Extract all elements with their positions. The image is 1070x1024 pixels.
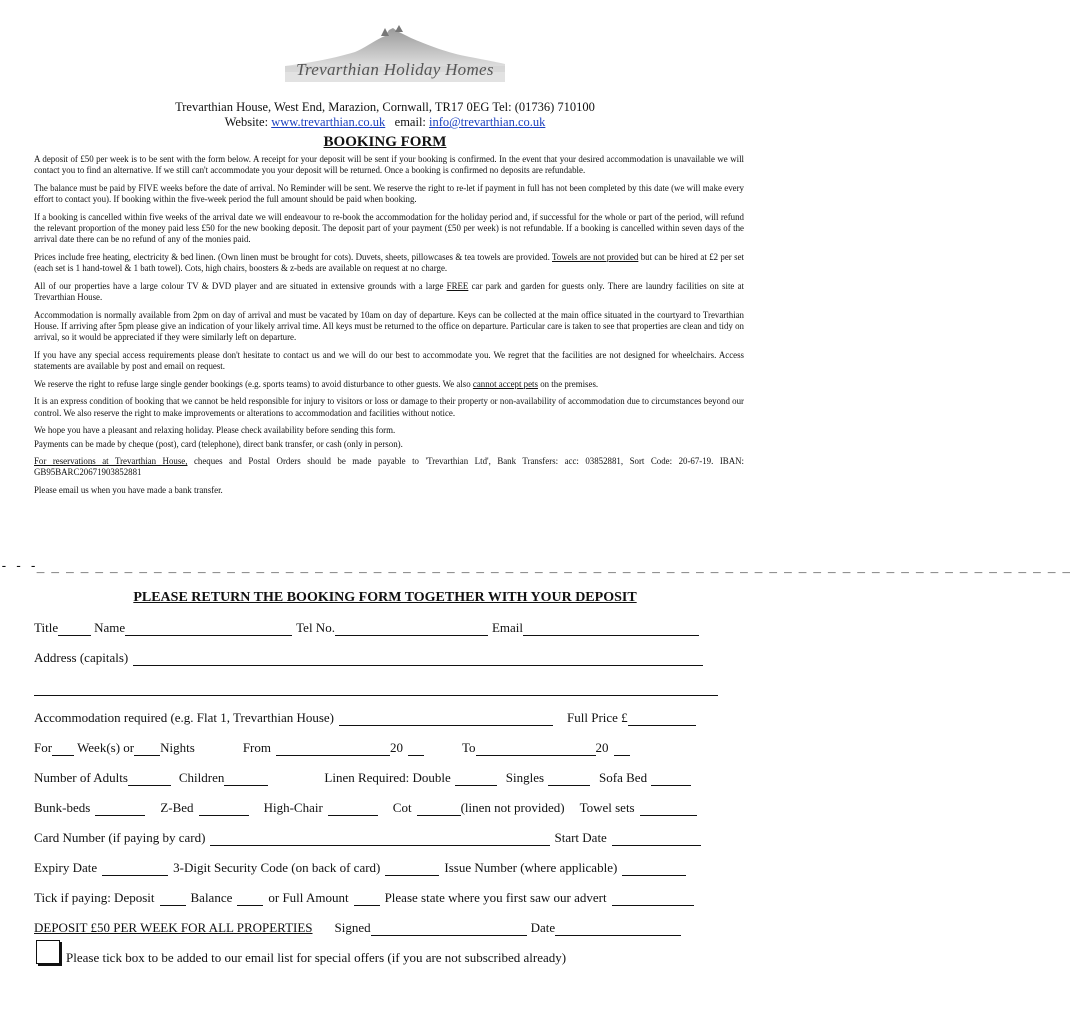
form-row-signature [34,918,722,936]
tel-field[interactable] [335,622,488,636]
form-row-guests [34,768,722,786]
from-year-prefix: 20 [389,740,403,755]
to-label: To [461,740,476,755]
weeks-field[interactable] [52,742,74,756]
sofa-bed-field[interactable] [651,772,691,786]
terms-section [34,154,744,503]
start-date-field[interactable] [612,832,701,846]
full-price-field[interactable] [628,712,696,726]
text-fragment: cheques and Postal Orders should be made payable to 'Trevarthian Ltd', Bank Transfers: acc: 03852881, Sort Code: 20-67-19. IBAN: GB95BARC20671903852881 [34,456,744,478]
terms-access: If you have any special access requirements please don't hesitate to contact us and we will do our best to accommodate you. We regret that the facilities are not designed for wheelchairs. Access statements are available by post and email on request. [34,349,744,372]
email-label: email: [394,115,426,129]
form-row-dates [34,738,722,756]
address-field-2[interactable] [34,682,718,696]
tick-deposit-label: Tick if paying: Deposit [34,890,155,905]
linen-double-field[interactable] [455,772,497,786]
contact-line [0,115,770,130]
high-chair-label: High-Chair [263,800,323,815]
deposit-tick-field[interactable] [160,892,186,906]
advert-source-label: Please state where you first saw our advert [384,890,607,905]
z-bed-field[interactable] [199,802,249,816]
accommodation-label: Accommodation required (e.g. Flat 1, Trevarthian House) [34,710,335,725]
signed-label: Signed [334,920,371,935]
weeks-label: Week(s) or [77,740,135,755]
deposit-note: DEPOSIT £50 PER WEEK FOR ALL PROPERTIES [34,920,313,935]
logo-text: Trevarthian Holiday Homes [296,60,494,79]
nights-field[interactable] [134,742,160,756]
terms-liability: It is an express condition of booking that we cannot be held responsible for injury to visitors or loss or damage to their property or non-availability of accommodation due to circumstances beyond our control. We also reserve the right to make improvements or alterations to accommodation and facilities without notice. [34,396,744,418]
z-bed-label: Z-Bed [160,800,194,815]
text-fragment: Prices include free heating, electricity & bed linen. (Own linen must be brought for cots). Duvets, sheets, pillowcases & tea towels are provided. [34,251,553,262]
form-row-payment-type [34,888,722,906]
terms-groups [34,379,744,390]
adults-field[interactable] [128,772,171,786]
signature-date-field[interactable] [555,922,681,936]
form-row-email-list [66,948,726,966]
nights-label: Nights [160,740,195,755]
accommodation-field[interactable] [339,712,553,726]
form-row-extras [34,798,722,816]
linen-singles-field[interactable] [548,772,590,786]
cot-field[interactable] [417,802,461,816]
advert-source-field[interactable] [612,892,694,906]
terms-facilities [34,281,744,303]
high-chair-field[interactable] [328,802,378,816]
security-code-field[interactable] [385,862,439,876]
website-label: Website: [224,115,269,129]
towel-sets-field[interactable] [640,802,697,816]
issue-number-field[interactable] [622,862,686,876]
form-row-card [34,828,722,846]
full-price-label: Full Price £ [567,710,628,725]
singles-label: Singles [505,770,545,785]
terms-cancellation: If a booking is cancelled within five weeks of the arrival date we will endeavour to re-book the accommodation for the holiday period and, if successful for the whole or part of the period, will refund the relevant proportion of the money paid less £50 for the new booking deposit. The deposit part of your payment (£50 per week) is not refundable. If a booking is cancelled within seven days of the arrival date there can be no refund of any of the monies paid. [34,211,744,245]
email-label: Email [491,620,523,635]
address-field-1[interactable] [133,652,703,666]
name-label: Name [94,620,126,635]
text-fragment: on the premises. [537,378,599,389]
towels-note: Towels are not provided [552,251,639,262]
form-row-accommodation [34,708,722,726]
for-label: For [34,740,53,755]
full-amount-tick-field[interactable] [354,892,380,906]
title-field[interactable] [58,622,91,636]
sofa-bed-label: Sofa Bed [599,770,648,785]
business-address: Trevarthian House, West End, Marazion, Cornwall, TR17 0EG Tel: (01736) 710100 [175,100,595,114]
cut-line: - - -_ _ _ _ _ _ _ _ _ _ _ _ _ _ _ _ _ _ _ _ _ _ _ _ _ _ _ _ _ _ _ _ _ _ _ _ _ _ _ _ _ _ _ _ _ _ _ _ _ _ _ _ _ _ _ _ _ _ _ _ _ _ _ _ _ _ _ _ _ _ _ [0,559,1070,574]
terms-payments: Payments can be made by cheque (post), card (telephone), direct bank transfer, or cash (only in person). [34,438,403,449]
signature-field[interactable] [371,922,527,936]
adults-label: Number of Adults [34,770,128,785]
full-amount-label: or Full Amount [268,890,349,905]
bunk-beds-label: Bunk-beds [34,800,91,815]
text-fragment: car park and garden for guests only. There are laundry facilities on site at Trevarthian House. [34,280,745,303]
terms-prices [34,252,744,274]
security-code-label: 3-Digit Security Code (on back of card) [173,860,381,875]
pets-note: cannot accept pets [472,378,538,389]
children-label: Children [178,770,225,785]
terms-enjoy: We hope you have a pleasant and relaxing holiday. Please check availability before sending this form. [34,425,396,436]
free-note: FREE [446,280,469,291]
return-title: PLEASE RETURN THE BOOKING FORM TOGETHER WITH YOUR DEPOSIT [133,590,637,605]
children-field[interactable] [224,772,268,786]
cot-note: (linen not provided) [460,800,565,815]
email-link[interactable]: info@trevarthian.co.uk [429,115,546,129]
expiry-date-label: Expiry Date [34,860,98,875]
text-fragment: but can be hired at £2 per set (each set is 1 hand-towel & 1 bath towel). Cots, high chairs, boosters & z-beds are available on request at no charge. [34,251,744,274]
balance-tick-field[interactable] [237,892,263,906]
bunk-beds-field[interactable] [95,802,145,816]
to-year-prefix: 20 [595,740,609,755]
name-field[interactable] [125,622,292,636]
from-label: From [242,740,271,755]
start-date-label: Start Date [554,830,607,845]
form-row-address [34,648,722,666]
email-field[interactable] [523,622,699,636]
card-number-field[interactable] [210,832,550,846]
from-year-field[interactable] [408,742,424,756]
to-date-field[interactable] [476,742,596,756]
terms-transfer-email: Please email us when you have made a bank transfer. [34,485,223,496]
text-fragment: We reserve the right to refuse large single gender bookings (e.g. sports teams) to avoid disturbance to other guests. We also [34,378,473,389]
date-label: Date [530,920,556,935]
website-link[interactable]: www.trevarthian.co.uk [271,115,386,129]
terms-deposit: A deposit of £50 per week is to be sent with the form below. A receipt for your deposit will be sent if your booking is confirmed. In the event that your desired accommodation is unavailable we will contact you to find an alternative. If we still can't accommodate you your deposit will be returned. Once a booking is confirmed no deposits are refundable. [34,154,744,176]
form-row-address-2 [34,678,722,696]
email-list-label: Please tick box to be added to our email list for special offers (if you are not subscribed already) [66,950,567,965]
from-date-field[interactable] [276,742,390,756]
page-title: BOOKING FORM [323,134,447,150]
terms-reservations [34,456,744,478]
text-fragment: All of our properties have a large colour TV & DVD player and are situated in extensive grounds with a large [34,280,447,291]
tel-label: Tel No. [296,620,335,635]
balance-label: Balance [190,890,233,905]
terms-balance: The balance must be paid by FIVE weeks before the date of arrival. No Reminder will be sent. We reserve the right to re-let if payment in full has not been completed by this date (we will make every effort to contact you). If booking within the five-week period the full amount should be paid when booking. [34,182,744,205]
email-list-checkbox[interactable] [36,940,60,964]
to-year-field[interactable] [614,742,630,756]
cot-label: Cot [392,800,412,815]
expiry-date-field[interactable] [102,862,168,876]
form-row-contact [34,618,722,636]
towel-sets-label: Towel sets [579,800,635,815]
address-label: Address (capitals) [34,650,129,665]
title-label: Title [34,620,59,635]
issue-number-label: Issue Number (where applicable) [444,860,618,875]
trevarthian-logo [285,22,505,84]
linen-label: Linen Required: Double [324,770,451,785]
card-number-label: Card Number (if paying by card) [34,830,206,845]
form-row-expiry [34,858,722,876]
reservations-note: For reservations at Trevarthian House, [34,456,188,467]
terms-arrival: Accommodation is normally available from 2pm on day of arrival and must be vacated by 10am on day of departure. Keys can be collected at the main office situated in the courtyard to Trevarthian House. If arriving after 5pm please give an indication of your likely arrival time. All keys must be returned to the office on departure. Particular care is taken to see that properties are clean and tidy on arrival, so it would be appreciated if they were similarly left on departure. [34,309,744,343]
